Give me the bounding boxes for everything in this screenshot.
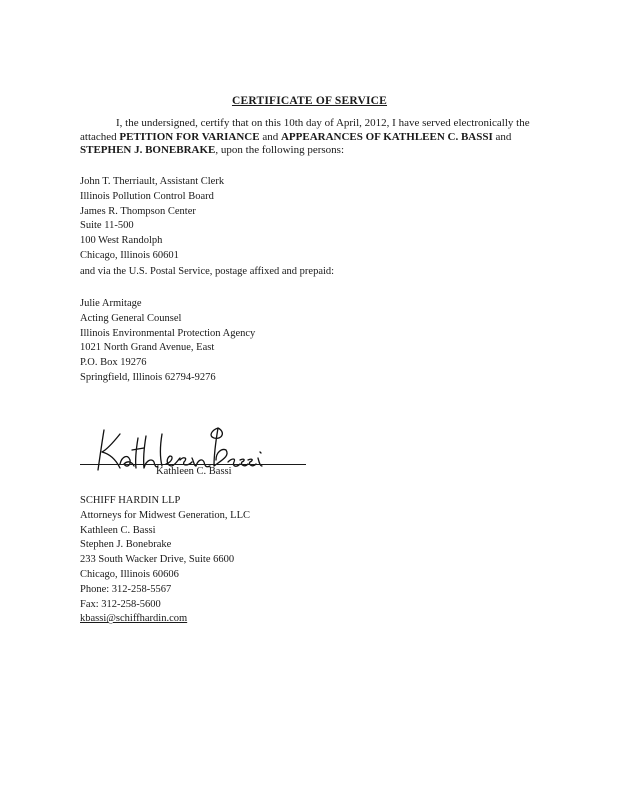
signature-line [80, 464, 306, 465]
signatory-printed-name: Kathleen C. Bassi [156, 466, 232, 477]
recipient-address-block-1 [80, 175, 224, 264]
document-title: CERTIFICATE OF SERVICE [231, 95, 388, 107]
firm-line: 233 South Wacker Drive, Suite 6600 [80, 554, 235, 566]
address-line: 100 West Randolph [80, 235, 163, 247]
certification-text-part-2: and [259, 130, 281, 143]
firm-line: Kathleen C. Bassi [80, 524, 156, 536]
address-line: Julie Armitage [80, 298, 142, 309]
firm-fax: Fax: 312-258-5600 [80, 598, 161, 610]
certification-text-part-1: I, the undersigned, certify that on this 10th day of April, 2012, I have served electronically the attached [80, 117, 530, 143]
firm-phone: Phone: 312-258-5567 [80, 583, 172, 595]
recipient-address-block-2 [80, 297, 255, 386]
certification-paragraph [80, 117, 530, 158]
address-line: Illinois Environmental Protection Agency [80, 327, 256, 339]
certification-text-part-4: , upon the following persons: [215, 144, 345, 156]
firm-line: Stephen J. Bonebrake [80, 539, 172, 551]
address-line: 1021 North Grand Avenue, East [80, 342, 215, 354]
certification-text-part-3: and [492, 130, 512, 143]
address-line: John T. Therriault, Assistant Clerk [80, 176, 225, 187]
firm-name: SCHIFF HARDIN LLP [80, 495, 181, 506]
firm-email-link[interactable]: kbassi@schiffhardin.com [80, 613, 188, 625]
postal-service-note: and via the U.S. Postal Service, postage affixed and prepaid: [80, 266, 335, 277]
address-line: Illinois Pollution Control Board [80, 190, 214, 202]
firm-address-block [80, 494, 250, 627]
firm-line: Attorneys for Midwest Generation, LLC [80, 509, 251, 521]
certification-text [80, 117, 530, 158]
address-line: Springfield, Illinois 62794-9276 [80, 371, 216, 383]
firm-line: Chicago, Illinois 60606 [80, 568, 179, 580]
address-line: Acting General Counsel [80, 312, 182, 324]
address-line: P.O. Box 19276 [80, 357, 147, 369]
petition-title: PETITION FOR VARIANCE [119, 130, 260, 143]
appearance-bonebrake: STEPHEN J. BONEBRAKE [80, 144, 216, 156]
address-line: Chicago, Illinois 60601 [80, 249, 179, 261]
address-line: James R. Thompson Center [80, 205, 196, 217]
appearance-bassi: APPEARANCES OF KATHLEEN C. BASSI [280, 130, 493, 143]
address-line: Suite 11-500 [80, 220, 134, 232]
